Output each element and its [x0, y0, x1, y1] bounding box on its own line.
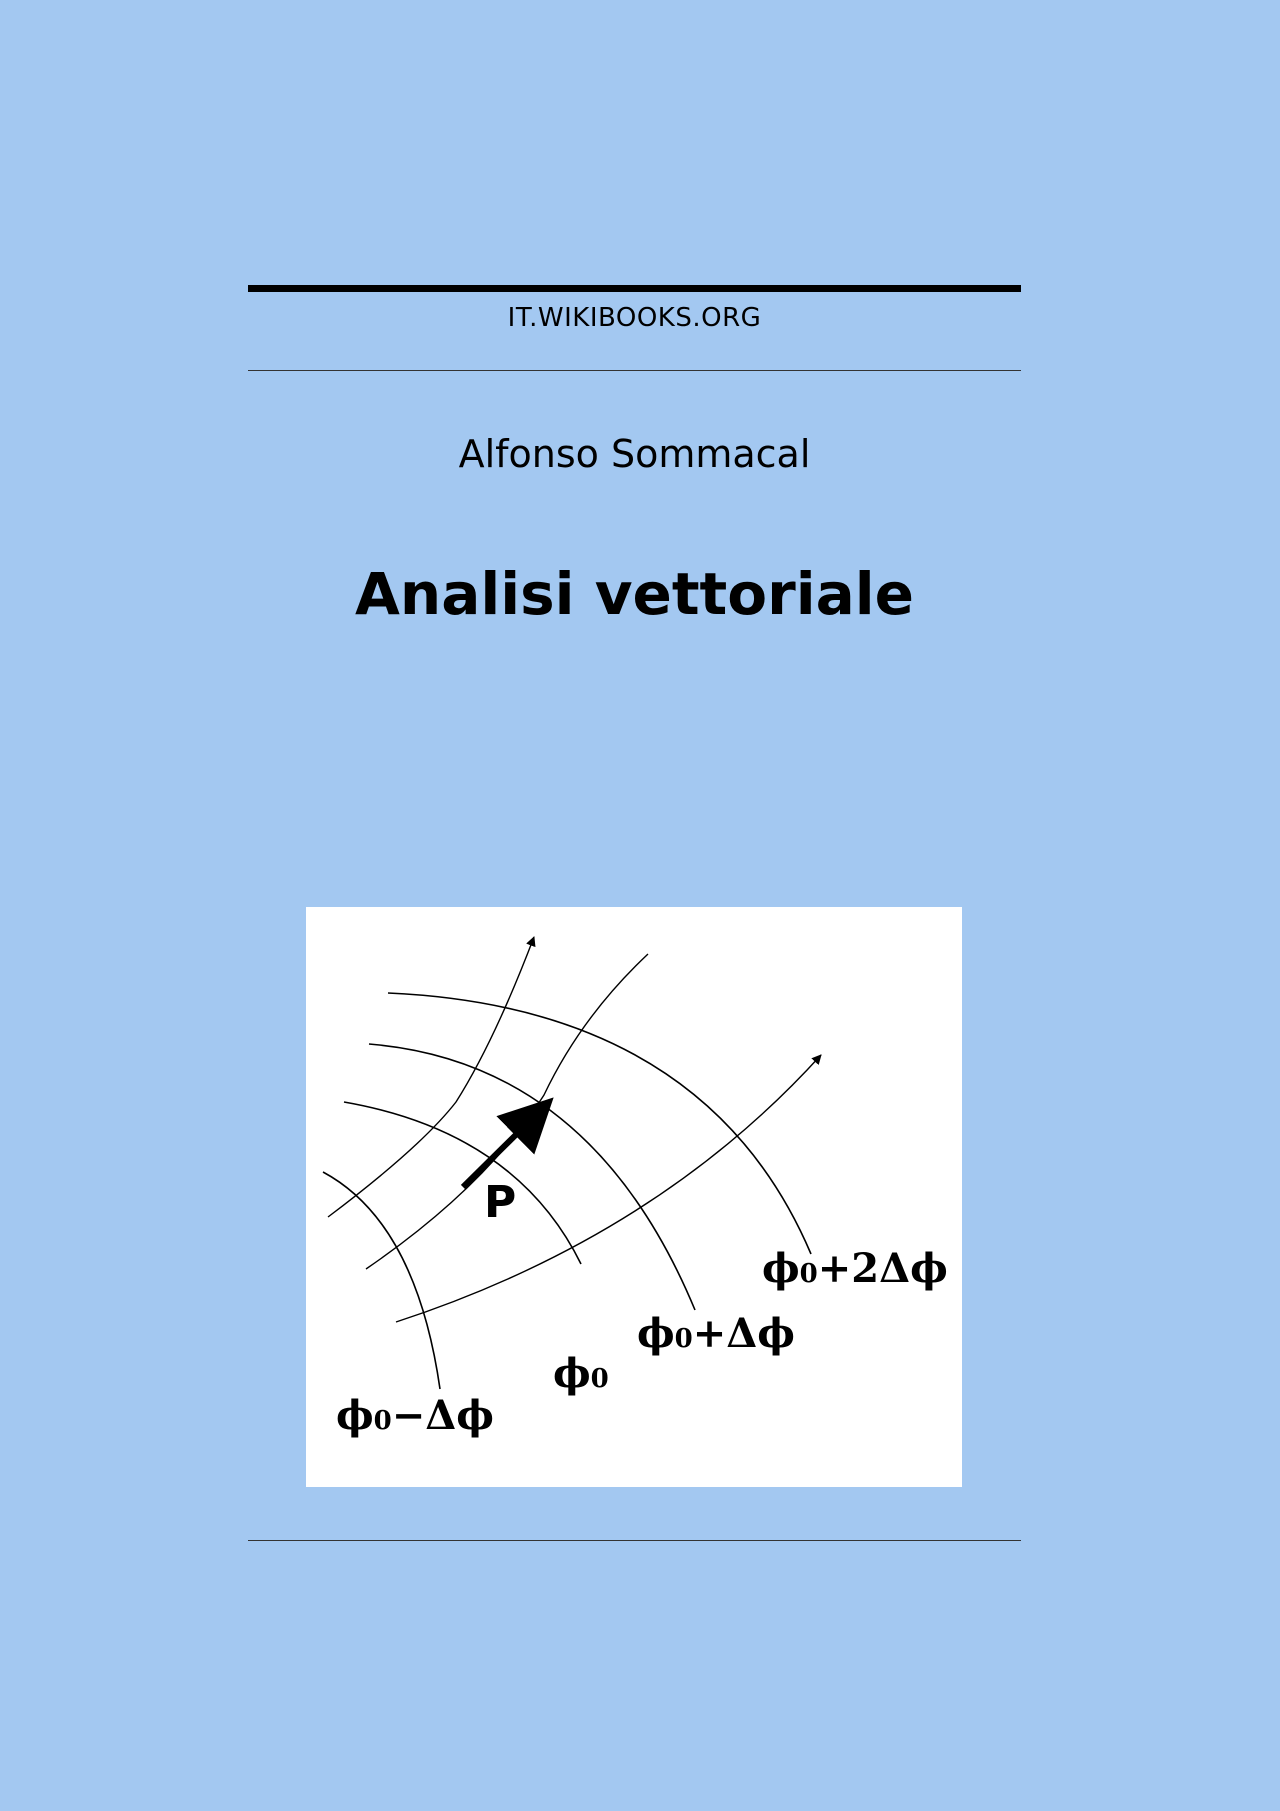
point-label: P: [484, 1177, 517, 1228]
top-thin-rule: [248, 370, 1021, 371]
level-curves-diagram: [306, 907, 962, 1487]
bottom-thin-rule: [248, 1540, 1021, 1541]
book-title: Analisi vettoriale: [355, 560, 914, 628]
level-curve-3: [369, 1044, 695, 1310]
site-name: IT.WIKIBOOKS.ORG: [507, 303, 762, 333]
level-label-plus-2-delta: ϕ0+2Δϕ: [762, 1245, 948, 1292]
level-curve-2: [344, 1102, 581, 1264]
level-label-phi0: ϕ0: [553, 1350, 609, 1397]
gradient-vector: [463, 1105, 546, 1187]
top-thick-rule: [248, 285, 1021, 292]
cover-figure: [306, 907, 962, 1487]
book-author: Alfonso Sommacal: [458, 432, 811, 476]
level-curve-1: [323, 1172, 440, 1389]
level-label-plus-delta: ϕ0+Δϕ: [637, 1310, 795, 1357]
level-label-minus-delta: ϕ0−Δϕ: [336, 1392, 494, 1439]
field-line-1: [328, 937, 534, 1217]
level-curve-4: [388, 993, 811, 1254]
